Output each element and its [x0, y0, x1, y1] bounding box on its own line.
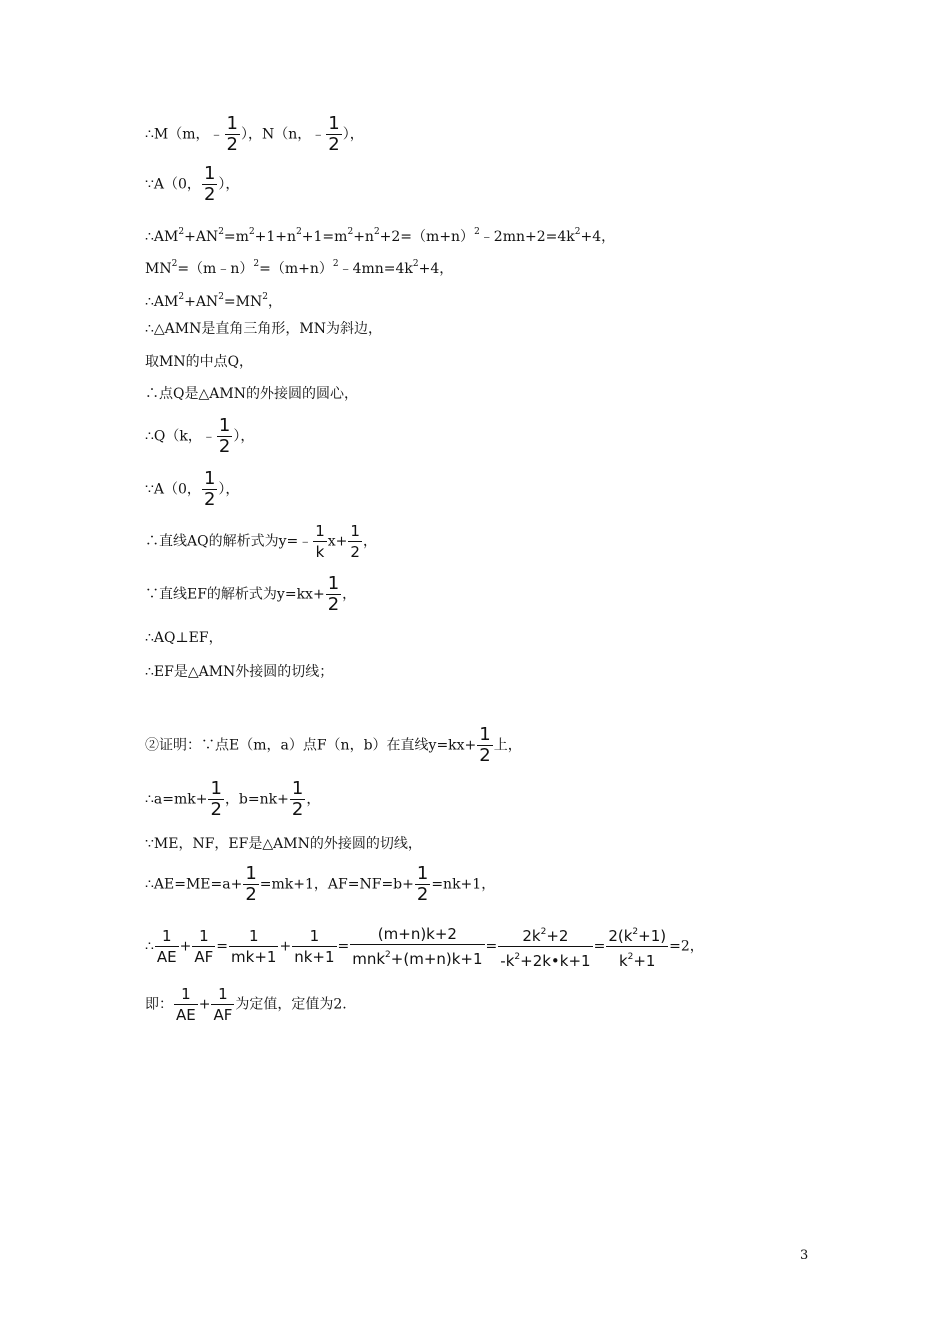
fraction-half: $\frac{1}{2}$ — [479, 724, 491, 766]
fraction-half: $\frac{1}{2}$ — [203, 468, 216, 510]
line-16: ∴a=mk+ $\frac{1}{2}$ ，b=nk+ $\frac{1}{2}$ ， — [145, 778, 321, 820]
line-13: ∴AQ⊥EF， — [145, 630, 223, 646]
line-14: ∴EF是△AMN外接圆的切线； — [145, 664, 334, 680]
line-6: ∴△AMN是直角三角形，MN为斜边， — [145, 321, 382, 337]
fraction-half: $\frac{1}{2}$ — [203, 163, 216, 205]
fraction-1-over-AF: $\frac{1}{AF}$ — [194, 927, 214, 966]
fraction-1-over-AE: $\frac{1}{AE}$ — [156, 927, 177, 966]
line-12: ∵直线EF的解析式为y=kx+ $\frac{1}{2}$ ， — [145, 573, 357, 615]
fraction-k-expression: $\frac{2k^2+2}{-k^2+2k•k+1}$ — [498, 922, 592, 971]
line-10: ∵A（0， $\frac{1}{2}$ ）， — [145, 468, 240, 510]
fraction-1-over-mk1: $\frac{1}{mk+1}$ — [231, 927, 277, 966]
fraction-1-over-AE: $\frac{1}{AE}$ — [176, 985, 196, 1024]
line-18: ∴AE=ME=a+ $\frac{1}{2}$ =mk+1，AF=NF=b+ $\frac{1}{2}$ =nk+1， — [145, 863, 496, 905]
line-8: ∴点Q是△AMN的外接圆的圆心， — [145, 386, 358, 402]
line-5: $\therefore AM^2+AN^2=MN^2$， — [145, 292, 282, 310]
page-number: 3 — [800, 1248, 809, 1263]
line-11: ∴直线AQ的解析式为y=﹣ $\frac{1}{k}$ x+ $\frac{1}{2}$ ， — [145, 522, 377, 561]
fraction-half: $\frac{1}{2}$ — [226, 113, 238, 155]
fraction-half: $\frac{1}{2}$ — [245, 863, 257, 905]
fraction-one-over-k: $\frac{1}{k}$ — [315, 522, 325, 561]
line-2: ∵A（0， $\frac{1}{2}$ ）， — [145, 163, 240, 205]
line-7: 取MN的中点Q， — [145, 354, 254, 370]
fraction-1-over-AF: $\frac{1}{AF}$ — [213, 985, 233, 1024]
fraction-half: $\frac{1}{2}$ — [416, 863, 429, 905]
line-20: 即： $\frac{1}{AE}$ + $\frac{1}{AF}$ 为定值，定值为2. — [145, 985, 347, 1024]
line-4: $MN^2=(m﹣n)^2=(m+n)^2﹣4mn=4k^2+4$， — [145, 259, 454, 277]
line-9: ∴Q（k，﹣ $\frac{1}{2}$ ）， — [145, 415, 255, 457]
line-15: ②证明：∵点E（m，a）点F（n，b）在直线y=kx+ $\frac{1}{2}$ 上， — [145, 724, 522, 766]
line-1: ∴M（m，﹣ $\frac{1}{2}$ ），N（n，﹣ $\frac{1}{2}$ ）， — [145, 113, 364, 155]
line-3: $\therefore AM^2+AN^2=m^2+1+n^2+1=m^2+n^2+2=(m+n)^2﹣2mn+2=4k^2+4$， — [145, 227, 616, 245]
fraction-half: $\frac{1}{2}$ — [218, 415, 231, 457]
fraction-mn-expression: $\frac{(m+n)k+2}{mnk^2+(m+n)k+1}$ — [352, 925, 483, 968]
fraction-simplified: $\frac{2(k^2+1)}{k^2+1}$ — [606, 922, 668, 971]
line-17: ∵ME，NF，EF是△AMN的外接圆的切线， — [145, 836, 422, 852]
line-19-equation: ∴ $\frac{1}{AE}$ + $\frac{1}{AF}$ = $\frac{1}{mk+1}$ + $\frac{1}{nk+1}$ = $\frac{(m+n)k+2}{mnk^2+(m+n)k+1}$ = $\frac{2k^2+2}{-k^2+2k•k+1}$ = $\frac{2(k^2+1)}{k^2+1}$ =2， — [145, 922, 704, 971]
fraction-half: $\frac{1}{2}$ — [210, 778, 222, 820]
fraction-1-over-nk1: $\frac{1}{nk+1}$ — [294, 927, 335, 966]
fraction-half: $\frac{1}{2}$ — [327, 573, 340, 615]
fraction-half: $\frac{1}{2}$ — [328, 113, 340, 155]
fraction-half: $\frac{1}{2}$ — [291, 778, 304, 820]
fraction-half: $\frac{1}{2}$ — [350, 522, 360, 561]
